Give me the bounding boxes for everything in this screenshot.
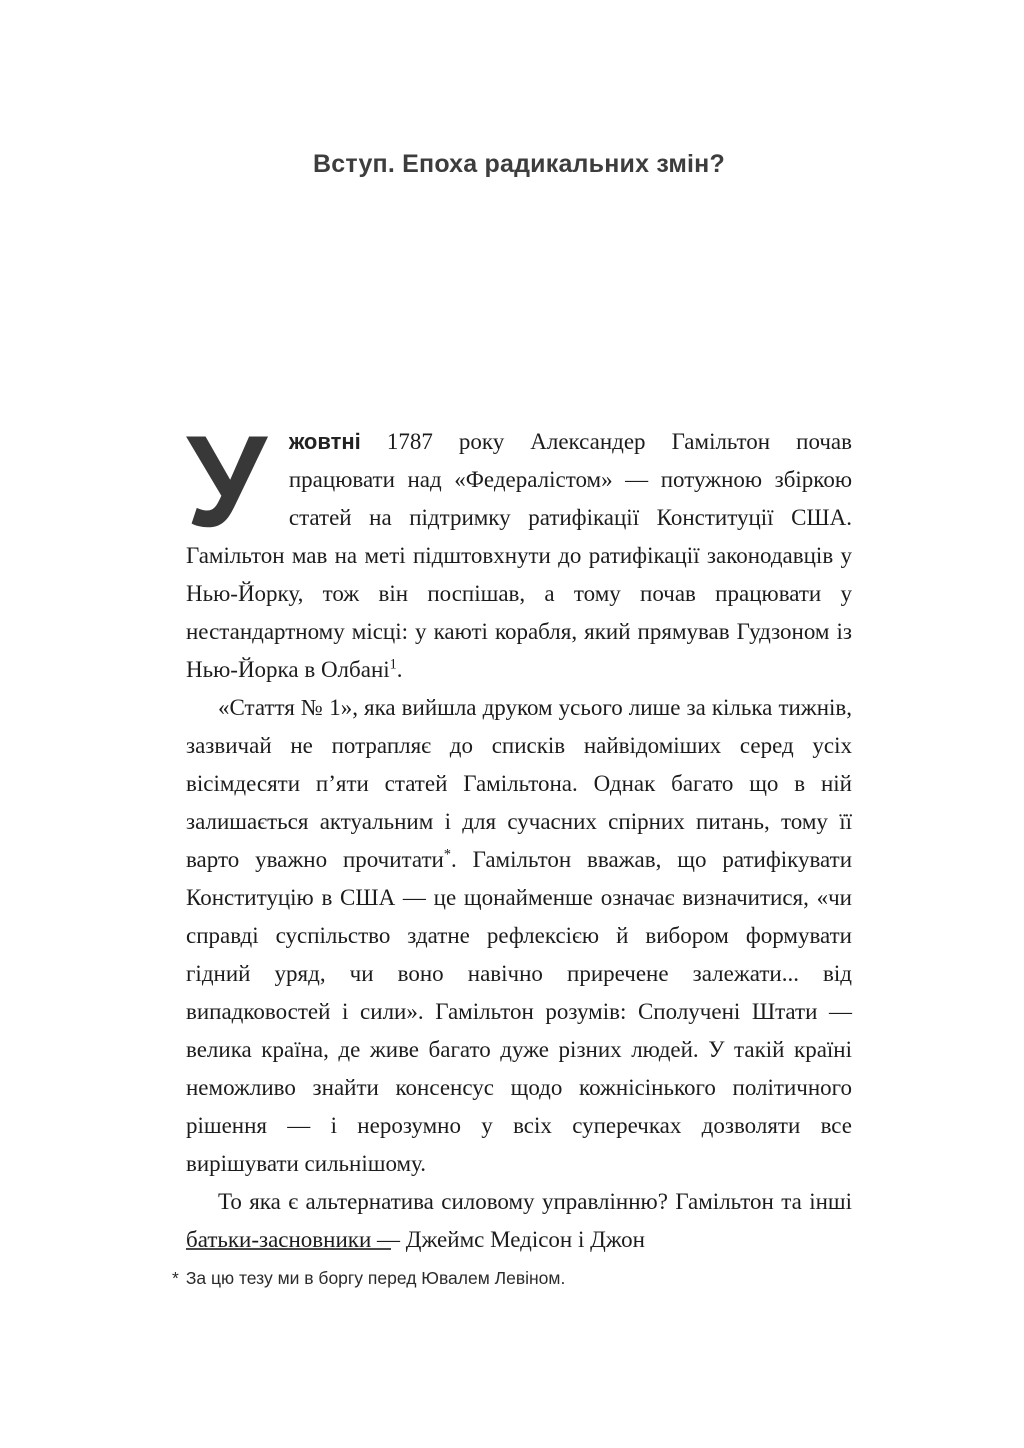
footnote-line — [172, 1266, 862, 1290]
footnote-ref-1: 1 — [389, 656, 397, 673]
footnote-marker: * — [172, 1268, 179, 1288]
lead-word: жовтні — [288, 429, 361, 454]
paragraph-first-tail: . — [396, 657, 403, 682]
paragraph-first — [186, 408, 852, 689]
paragraph-second-text-a: «Стаття № 1», яка вийшла друком усього лише за кілька тижнів, зазвичай не потрапляє до списків найвідоміших серед усіх вісімдесяти п’яти статей Гамільтона. Однак багато що в ній залишається актуальним і для сучасних спірних питань, тому її варто уважно прочитати — [186, 695, 852, 872]
chapter-heading: Вступ. Епоха радикальних змін? — [313, 150, 725, 178]
paragraph-second — [186, 689, 852, 1183]
paragraph-third: То яка є альтернатива силовому управлінню? Гамільтон та інші батьки-засновники — Джеймс Медісон і Джон — [186, 1189, 852, 1252]
drop-cap: У — [186, 408, 267, 554]
text-column — [186, 0, 852, 1259]
paragraph-first-text: 1787 року Александер Гамільтон почав працювати над «Федералістом» — потужною збіркою статей на підтримку ратифікації Конституції США. Гамільтон мав на меті підштовхнути до ратифікації законодавців у Нью-Йорку, тож він поспішав, а тому почав працювати у нестандартному місці: у каюті корабля, який прямував Гудзоном із Нью-Йорка в Олбані — [186, 429, 852, 682]
paragraph-second-text-b: . Гамільтон вважав, що ратифікувати Конституцію в США — це щонайменше означає визначитися, «чи справді суспільство здатне рефлексією й вибором формувати гідний уряд, чи воно навічно приречене залежати... від випадковостей і сили». Гамільтон розумів: Сполучені Штати — велика країна, де живе багато дуже різних людей. У такій країні неможливо знайти консенсус щодо кожнісінького політичного рішення — і нерозумно у всіх суперечках дозволяти все вирішувати сильнішому. — [186, 847, 853, 1176]
footnote-divider — [186, 1248, 391, 1250]
footnote-ref-asterisk: * — [443, 846, 451, 863]
footnote-block — [172, 1248, 862, 1290]
body-text — [186, 408, 853, 1259]
footnote-text: За цю тезу ми в боргу перед Ювалем Левіном. — [185, 1268, 566, 1288]
